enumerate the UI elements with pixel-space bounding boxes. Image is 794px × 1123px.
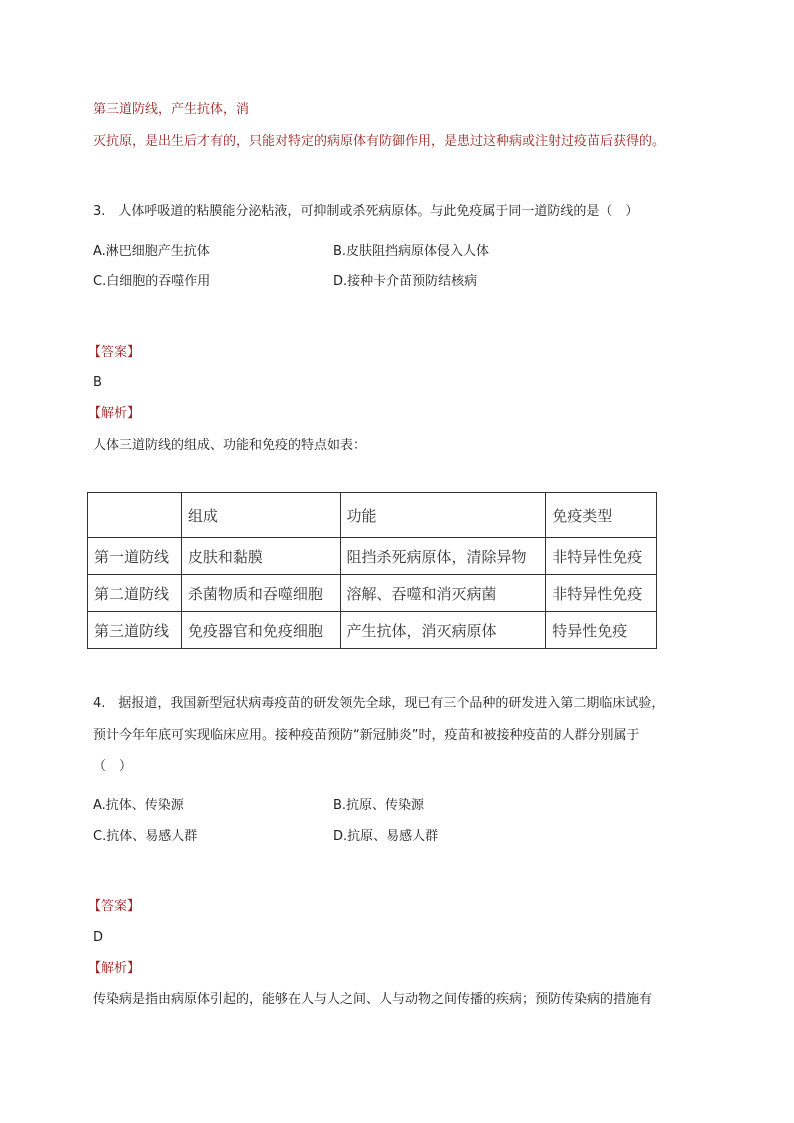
q3-analysis-label: 【解析】 bbox=[88, 406, 141, 421]
table-cell: 产生抗体，消灭病原体 bbox=[340, 612, 546, 649]
q4-analysis-text: 传染病是指由病原体引起的，能够在人与人之间、人与动物之间传播的疾病；预防传染病的措施有 bbox=[93, 992, 653, 1007]
table-cell: 杀菌物质和吞噬细胞 bbox=[181, 575, 340, 612]
q4-stem-line-2: 预计今年年底可实现临床应用。接种疫苗预防“新冠肺炎”时，疫苗和被接种疫苗的人群分别属于 bbox=[93, 728, 640, 743]
table-cell: 第一道防线 bbox=[88, 538, 182, 575]
q4-option-d: D.抗原、易感人群 bbox=[333, 829, 439, 844]
table-header-cell: 功能 bbox=[340, 493, 546, 538]
table-cell: 特异性免疫 bbox=[546, 612, 657, 649]
table-cell: 溶解、吞噬和消灭病菌 bbox=[340, 575, 546, 612]
q3-stem: 3. 人体呼吸道的粘膜能分泌粘液，可抑制或杀死病原体。与此免疫属于同一道防线的是（ ） bbox=[93, 204, 639, 219]
q3-answer-label: 【答案】 bbox=[88, 345, 141, 360]
q4-stem-line-1: 4. 据报道，我国新型冠状病毒疫苗的研发领先全球，现已有三个品种的研发进入第二期临床试验， bbox=[93, 696, 665, 711]
q3-option-d: D.接种卡介苗预防结核病 bbox=[333, 274, 478, 289]
q4-answer: D bbox=[93, 930, 104, 945]
prev-analysis-line-1: 第三道防线，产生抗体，消 bbox=[93, 102, 250, 117]
q4-answer-label: 【答案】 bbox=[88, 899, 141, 914]
table-cell: 第二道防线 bbox=[88, 575, 182, 612]
q4-option-c: C.抗体、易感人群 bbox=[93, 829, 198, 844]
q3-option-a: A.淋巴细胞产生抗体 bbox=[93, 244, 210, 259]
table-header-cell: 免疫类型 bbox=[546, 493, 657, 538]
table-cell: 免疫器官和免疫细胞 bbox=[181, 612, 340, 649]
table-header-cell: 组成 bbox=[181, 493, 340, 538]
table-row bbox=[88, 612, 657, 649]
q3-analysis-intro: 人体三道防线的组成、功能和免疫的特点如表： bbox=[93, 438, 367, 453]
table-cell: 非特异性免疫 bbox=[546, 538, 657, 575]
table-header-row bbox=[88, 493, 657, 538]
q4-analysis-label: 【解析】 bbox=[88, 961, 141, 976]
table-cell: 非特异性免疫 bbox=[546, 575, 657, 612]
table-header-cell bbox=[88, 493, 182, 538]
defense-lines-table bbox=[87, 492, 657, 649]
table-cell: 第三道防线 bbox=[88, 612, 182, 649]
q3-option-b: B.皮肤阻挡病原体侵入人体 bbox=[333, 244, 490, 259]
q4-option-a: A.抗体、传染源 bbox=[93, 798, 184, 813]
q4-option-b: B.抗原、传染源 bbox=[333, 798, 425, 813]
prev-analysis-line-2: 灭抗原，是出生后才有的，只能对特定的病原体有防御作用，是患过这种病或注射过疫苗后获得的。 bbox=[93, 134, 666, 149]
q3-answer: B bbox=[93, 375, 102, 390]
table-cell: 皮肤和黏膜 bbox=[181, 538, 340, 575]
table-cell: 阻挡杀死病原体，清除异物 bbox=[340, 538, 546, 575]
q3-option-c: C.白细胞的吞噬作用 bbox=[93, 274, 211, 289]
table-row bbox=[88, 575, 657, 612]
table-row bbox=[88, 538, 657, 575]
q4-stem-line-3: （ ） bbox=[93, 759, 133, 774]
